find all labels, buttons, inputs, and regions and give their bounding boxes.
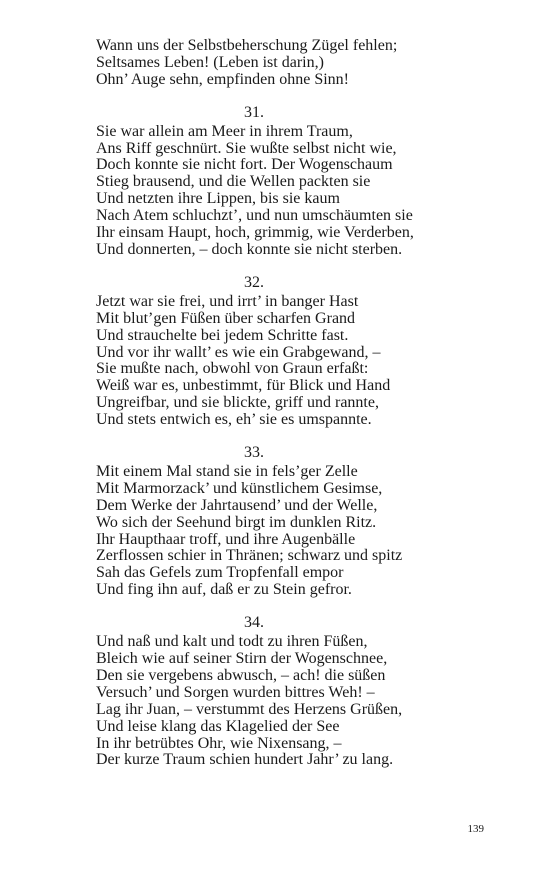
verse-line: Versuch’ und Sorgen wurden bittres Weh! – <box>96 683 375 701</box>
verse-line: Mit blut’gen Füßen über scharfen Grand <box>96 309 356 327</box>
stanza-34 <box>96 615 496 769</box>
verse-line: Und netzten ihre Lippen, bis sie kaum <box>96 190 340 208</box>
verse-line: Den sie vergebens abwusch, – ach! die süßen <box>96 666 386 684</box>
verse-line: Ans Riff geschnürt. Sie wußte selbst nicht wie, <box>96 139 397 157</box>
verse-line: Doch konnte sie nicht fort. Der Wogenschaum <box>96 156 393 174</box>
verse-line: Und stets entwich es, eh’ sie es umspannte. <box>96 411 372 429</box>
stanza-fragment <box>96 38 496 89</box>
verse-line: Und vor ihr wallt’ es wie ein Grabgewand, – <box>96 343 381 361</box>
verse-line: Stieg brausend, und die Wellen packten sie <box>96 173 371 191</box>
page-number: 139 <box>467 823 484 835</box>
stanza-31 <box>96 105 496 259</box>
verse-line: Ihr einsam Haupt, hoch, grimmig, wie Verderben, <box>96 224 414 242</box>
verse-line: Weiß war es, unbestimmt, für Blick und Hand <box>96 377 391 395</box>
poem-text <box>96 38 496 769</box>
stanza-number: 33. <box>244 444 264 462</box>
verse-line: Mit einem Mal stand sie in fels’ger Zelle <box>96 462 358 480</box>
verse-line: Seltsames Leben! (Leben ist darin,) <box>96 53 324 71</box>
verse-line: Und donnerten, – doch konnte sie nicht sterben. <box>96 240 403 258</box>
verse-line: In ihr betrübtes Ohr, wie Nixensang, – <box>96 734 342 752</box>
stanza-number: 31. <box>244 103 264 121</box>
verse-line: Ungreifbar, und sie blickte, griff und rannte, <box>96 394 379 412</box>
verse-line: Ihr Haupthaar troff, und ihre Augenbälle <box>96 530 356 548</box>
verse-line: Wo sich der Seehund birgt im dunklen Ritz. <box>96 513 377 531</box>
verse-line: Zerflossen schier in Thränen; schwarz und spitz <box>96 547 403 565</box>
verse-line: Dem Werke der Jahrtausend’ und der Welle, <box>96 496 378 514</box>
verse-line: Und leise klang das Klagelied der See <box>96 717 340 735</box>
stanza-32 <box>96 275 496 429</box>
verse-line: Ohn’ Auge sehn, empfinden ohne Sinn! <box>96 70 349 88</box>
verse-line: Und naß und kalt und todt zu ihren Füßen, <box>96 633 368 651</box>
verse-line: Der kurze Traum schien hundert Jahr’ zu lang. <box>96 751 394 769</box>
verse-line: Nach Atem schluchzt’, und nun umschäumten sie <box>96 207 413 225</box>
verse-line: Sah das Gefels zum Tropfenfall empor <box>96 564 344 582</box>
verse-line: Sie war allein am Meer in ihrem Traum, <box>96 122 353 140</box>
verse-line: Mit Marmorzack’ und künstlichem Gesimse, <box>96 479 383 497</box>
stanza-number: 32. <box>244 273 264 291</box>
verse-line: Und fing ihn auf, daß er zu Stein gefror. <box>96 581 352 599</box>
stanza-number: 34. <box>244 614 264 632</box>
verse-line: Lag ihr Juan, – verstummt des Herzens Grüßen, <box>96 700 403 718</box>
verse-line: Jetzt war sie frei, und irrt’ in banger Hast <box>96 292 359 310</box>
stanza-33 <box>96 445 496 599</box>
verse-line: Wann uns der Selbstbeherschung Zügel fehlen; <box>96 37 398 54</box>
verse-line: Und strauchelte bei jedem Schritte fast. <box>96 326 349 344</box>
verse-line: Sie mußte nach, obwohl von Graun erfaßt: <box>96 360 369 378</box>
verse-line: Bleich wie auf seiner Stirn der Wogenschnee, <box>96 650 388 667</box>
